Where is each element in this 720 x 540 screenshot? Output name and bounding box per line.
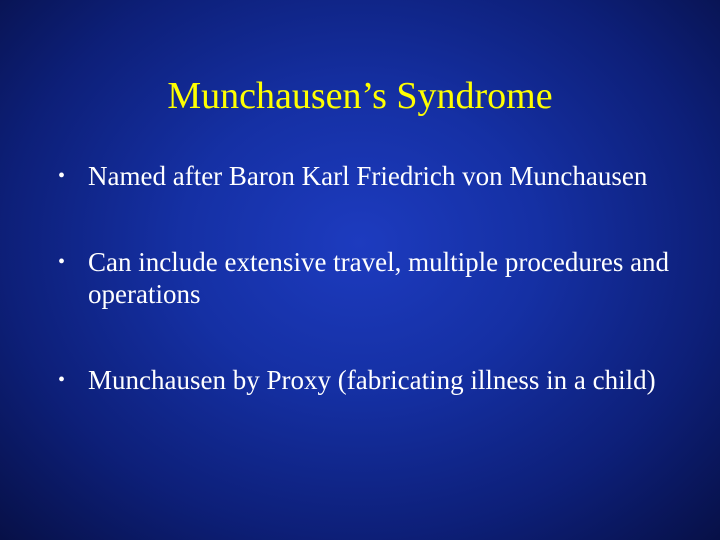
- bullet-item: [58, 246, 698, 310]
- bullet-icon: •: [58, 369, 66, 391]
- bullet-item: [58, 160, 698, 192]
- bullet-text: Named after Baron Karl Friedrich von Munchausen: [88, 161, 648, 191]
- bullet-item: [58, 364, 698, 396]
- slide-title: Munchausen’s Syndrome: [167, 75, 553, 117]
- bullet-list: [58, 160, 698, 450]
- bullet-icon: •: [58, 165, 66, 187]
- bullet-icon: •: [58, 251, 66, 273]
- bullet-text: Can include extensive travel, multiple procedures and operations: [88, 247, 670, 309]
- bullet-text: Munchausen by Proxy (fabricating illness in a child): [88, 365, 656, 395]
